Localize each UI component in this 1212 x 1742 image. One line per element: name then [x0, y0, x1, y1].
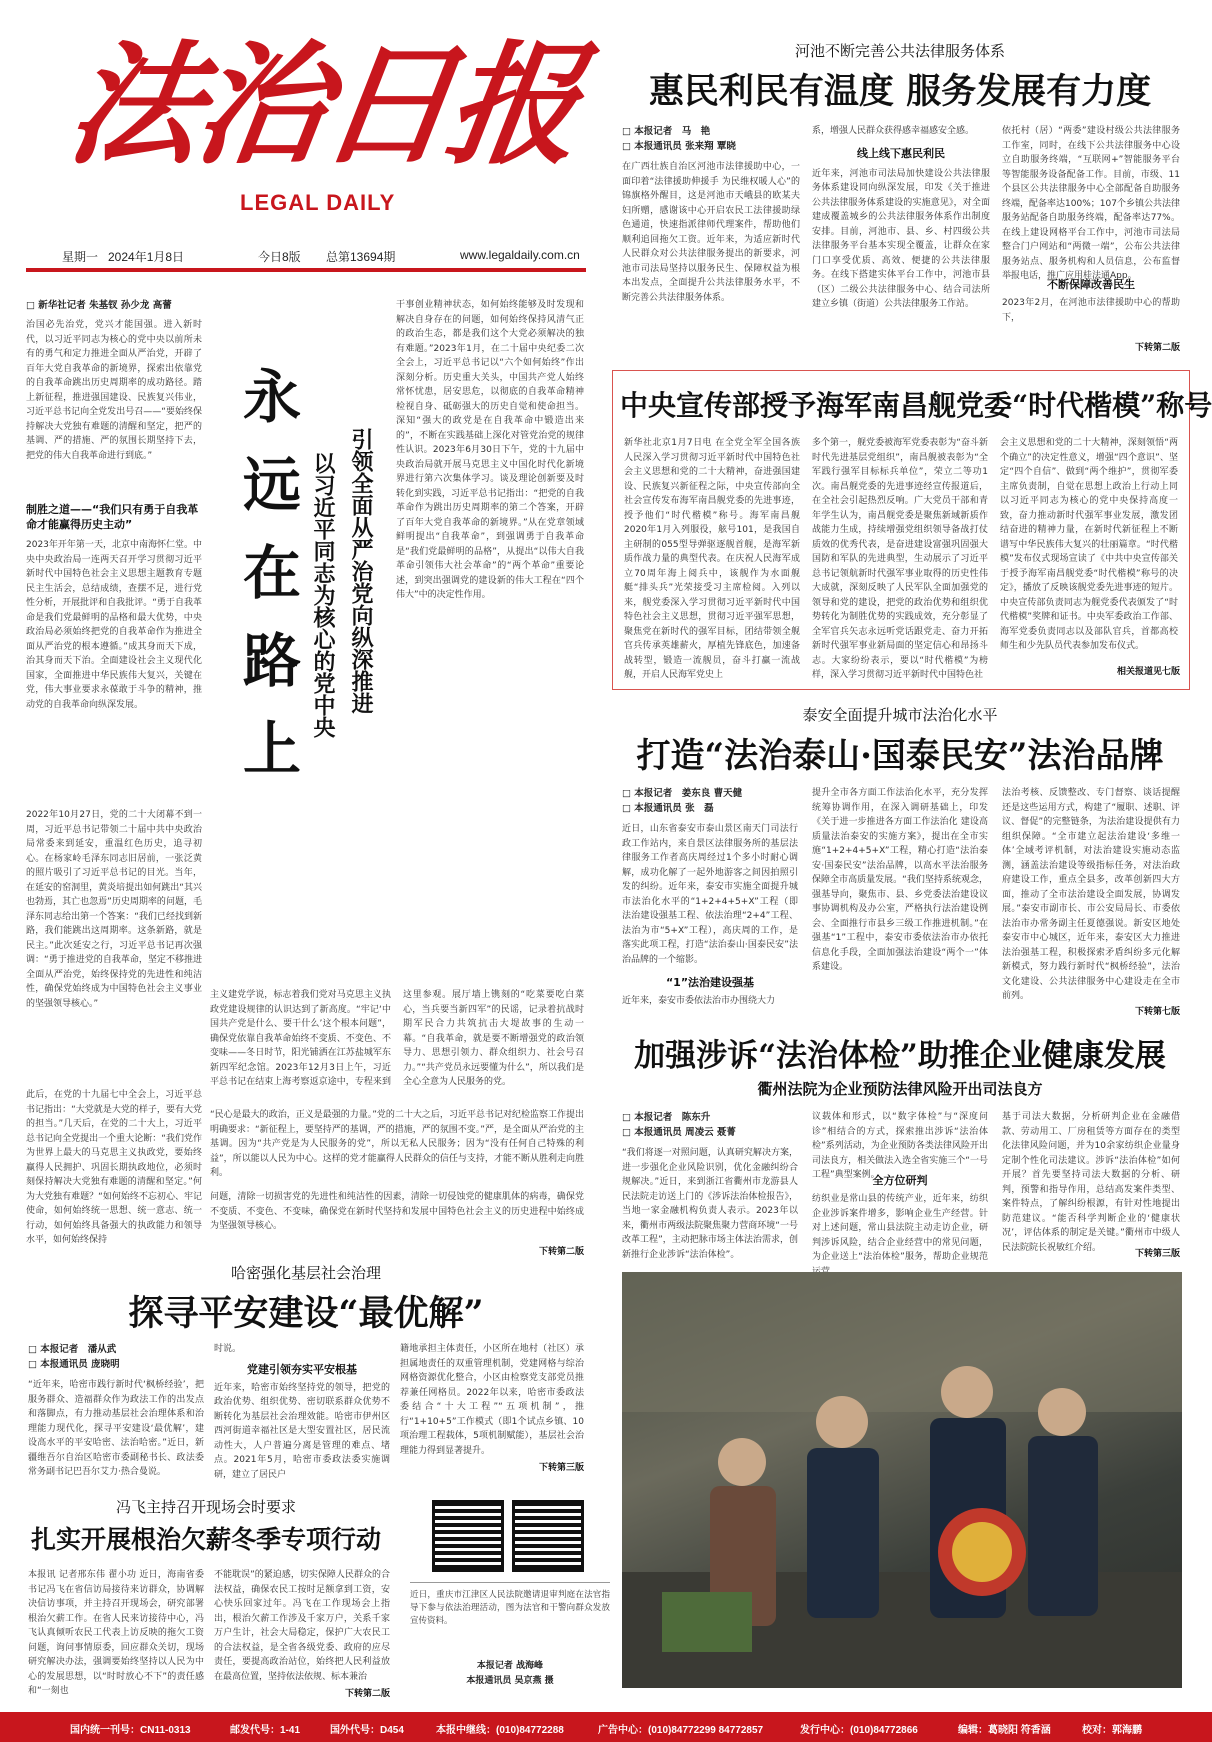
hechi-col2: 近年来，河池市司法局加快建设公共法律服务体系建设同向纵深发展，印发《关于推进公共法律服务体系建设的实施意见》，对全面建成覆盖城乡的公共法律服务体系作出制度安排。目前，河池市、县、乡、村四级公共法律服务平台基本实现全覆盖，让群众在家门口享受优质、高效、便捷的公共法律服务。在线下搭建实体平台工作中，河池市县（区）二级公共法律服务中心、结合司法所建立乡镇（街道）公共法律服务工作站。: [812, 168, 990, 309]
taian-col1-end: 近年来，泰安市委依法治市办围绕大力: [622, 996, 776, 1006]
footer-hotline: 本报中继线：(010)84772288: [436, 1725, 564, 1736]
main-col1-b: 2023年开年第一天，北京中南海怀仁堂。中央中央政治局一连两天召开学习贯彻习近平新时代中国特色社会主义思想主题教育专题民主生活会，总结成绩，查摆不足，进行党性分析，开展批评和自我批评。“勇于自我革命是我们党最鲜明的品格和最大优势，中央政治局必须始终把党的自我革命作为推进全面从严治党的根本遵循。”成其身而天下成，治其身而天下治。全面建设社会主义现代化国家，全面推进中华民族伟大复兴，关键在党，伟大事业要求永葆敢于斗争的精神，推动党的自我革命向纵深发展。: [26, 540, 202, 710]
qr-code-icon[interactable]: [432, 1500, 504, 1572]
footer-proof: 校对：郭海鹏: [1082, 1725, 1142, 1736]
logo-text: 法治日报: [59, 28, 585, 183]
photo-illustration: [622, 1272, 1182, 1688]
quzhou-col1: “我们将逐一对照问题，认真研究解决方案，进一步强化企业风险识别，优化金融纠纷合规解决。”近日，来到浙江省衢州市龙游县人民法院走访送上门的《涉诉法治体检报告》，当地一家金融机构负责人表示。2023年以来，衢州市两级法院聚焦聚力营商环境“一号改革工程”，主动把脉市场主体法治需求，创新推行企业涉诉“法治体检”。: [622, 1148, 798, 1260]
navy-col1: 新华社北京1月7日电 在全党全军全国各族人民深入学习贯彻习近平新时代中国特色社会主义思想和党的二十大精神，奋进强国建设、民族复兴新征程之际，中央宣传部向全社会宣传发布海军南昌舰党委的先进事迹，授予他们“时代楷模”称号。海军南昌舰2020年1月入列服役，舷号101，是我国自主研制的055型导弹驱逐舰首舰，是海军新质作战力量的典型代表。在庆祝人民海军成立70周年海上阅兵中，该舰作为水面舰艇“排头兵”光荣接受习主席检阅。入列以来，舰党委深入学习贯彻习近平新时代中国特色社会主义思想，贯彻习近平强军思想，聚焦党在新时代的强军目标，团结带领全舰官兵传承英雄薪火，厚植先锋底色，加速备战转型，锻造一流舰员，奋斗打赢一流战舰，开启人民海军党史上: [624, 438, 800, 680]
hechi-subhead-2: 不断保障改善民生: [1047, 278, 1135, 291]
weekday: 星期一: [62, 250, 99, 264]
main-jump[interactable]: 下转第二版: [538, 1247, 584, 1257]
footer-foreign: 国外代号：D454: [330, 1725, 404, 1736]
feng-col1: 本报讯 记者邢东伟 翟小功 近日，海南省委书记冯飞在省信访局接待来访群众，协调解决信访事项，并主持召开现场会，研究部署根治欠薪工作。在省人民来访接待中心，冯飞认真倾听农民工代表上访反映的拖欠工资问题，询问事情原委，回应群众关切，现场研究解决办法，强调要始终坚持以人民为中心的发展思想，以“时时放心不下”的责任感和“一刻也: [28, 1570, 204, 1696]
taian-subhead: “1”法治建设强基: [665, 976, 755, 989]
hami-col2-b: 近年来，哈密市始终坚持党的领导，把党的政治优势、组织优势、密切联系群众优势不断转化为基层社会治理效能。哈密市伊州区西河街道幸福社区是大型安置社区，居民流动性大，人户普遍分离是管理的难点、堵点。2021年5月，哈密市委政法委实施调研，建立了居民户: [214, 1382, 390, 1480]
hami-byline: □ 本报记者 潘从武 □ 本报通讯员 庞晓明: [28, 1344, 120, 1370]
main-col1-end: 此后，在党的十九届七中全会上，习近平总书记指出：“大党就是大党的样子，要有大党的担当。”几天后，在党的二十大上，习近平总书记向全党提出一个重大论断：“我们党作为世界上最大的马克思主义执政党，要始终赢得人民拥护、巩固长期执政地位，必须时刻保持解决大党独有难题的清醒和坚定。”何为大党独有难题？“如何始终不忘初心、牢记使命，如何始终统一思想、统一意志、统一行动，如何始终具备强大的执政能力和领导水平，如何始终保持: [26, 1090, 202, 1245]
taian-byline: □ 本报记者 姜东良 曹天健 □ 本报通讯员 张 磊: [622, 788, 743, 814]
main-col2: 干事创业精神状态，如何始终能够及时发现和解决自身存在的问题，如何始终保持风清气正的政治生态，都是我们这个大党必须解决的独有难题。”2023年1月，在二十届中央纪委二次全会上，习近平总书记以“六个如何始终”作出深刻分析。历史重大关头，中国共产党人始终常怀忧患，居安思危，以彻底的自我革命精神检视自身、砥砺强大的历史自觉和使命担当。深知“强大的政党是在自我革命中锻造出来的”，不断在实践基础上深化对管党治党的规律性认识。2023年6月30日下午，党的十九届中央政治局就开展马克思主义中国化时代化新境界进行第六次集体学习。谈及理论创新要及时转化到实践，习近平总书记指出：“把党的自我革命作为跳出历史周期率的第二个答案，开辟了百年大党自我革命的新境界。”从在党章领域鲜明提出“自我革命”，到强调勇于自我革命是“我们党最鲜明的品格”，从提出“以伟大自我革命引领伟大社会革命”的“两个革命”重要论述，到突出强调党的建设新的伟大工程在“四个伟大”中的决定性作用。: [396, 300, 584, 600]
main-col2-c: 主义建党学说，标志着我们党对马克思主义执政党建设规律的认识达到了新高度。“牢记‘中国共产党是什么、要干什么’这个根本问题”，确保党依靠自我革命始终不变质、不变色、不变味——冬日时节，阳光铺洒在江苏盐城军东新四军纪念馆。2023年12月3日上午，习近平总书记在结束上海考察返京途中，专程来到这里参观。展厅墙上镌刻的“吃菜要吃白菜心，当兵要当新四军”的民谣，记录着抗战时期军民合力共筑抗击大堤故事的生动一幕。“自我革命，就是要不断增强党的政治领导力、思想引领力、群众组织力、社会号召力。”“共产党员永远要懂为什么”，所以我们是全心全意为人民服务的党。: [210, 990, 584, 1087]
hami-col2: 时说。: [214, 1344, 242, 1354]
quzhou-col2-wrap: [812, 1110, 988, 1260]
taian-col1: 近日，山东省泰安市泰山景区南天门司法行政工作站内，来自景区法律服务所的基层法律服务工作者高庆周经过1个多小时耐心调解，成功化解了一起外地游客之间因拍照引发的纠纷。近年来，泰安市实施全面提升城市法治化水平的“1+2+4+5+X”工程（即法治建设强基工程、依法治理“2+4”工程、法治为市“5+X”工程），高庆周的工作，是落实此项工程，打造“法治泰山·国泰民安”法治品牌的一个缩影。: [622, 824, 798, 965]
logo-english: LEGAL DAILY: [240, 190, 396, 215]
main-subhead-1: 制胜之道——“我们只有勇于自我革命才能赢得历史主动”: [26, 503, 199, 531]
taian-jump[interactable]: 下转第七版: [1134, 1007, 1180, 1017]
footer-ads: 广告中心：(010)84772299 84772857: [598, 1725, 764, 1736]
main-col2-end: 问题，清除一切损害党的先进性和纯洁性的因素，清除一切侵蚀党的健康肌体的病毒，确保党不变质、不变色、不变味，确保党在新时代坚持和发展中国特色社会主义的历史进程中始终成为坚强领导核心。: [210, 1192, 584, 1231]
taian-kicker: 泰安全面提升城市法治化水平: [802, 706, 998, 724]
qr-code-icon[interactable]: [512, 1500, 584, 1572]
main-col1-c: 2022年10月27日，党的二十大闭幕不到一周，习近平总书记带领二十届中共中央政治局常委来到延安，重温红色历史，追寻初心。在杨家岭毛泽东同志旧居前，一张泛黄的照片吸引了习近平总书记的目光。当年，在延安的窑洞里，黄炎培提出如何跳出“其兴也勃焉，其亡也忽焉”历史周期率的问题，毛泽东同志给出第一个答案：“我们已经找到新路，我们能跳出这周期率。这条新路，就是民主。”此次延安之行，习近平总书记再次强调：“勇于推进党的自我革命，坚定不移推进全面从严治党，始终保持党的先进性和纯洁性，确保党始终成为中国特色社会主义事业的坚强领导核心。”: [26, 810, 202, 1009]
taian-headline[interactable]: 打造“法治泰山·国泰民安”法治品牌: [636, 736, 1164, 776]
taian-col2: 提升全市各方面工作法治化水平，充分发挥统筹协调作用，在深入调研基础上，印发《关于进一步推进各方面工作法治化 建设高质量法治泰安的实施方案》，提出在全市实施“1+2+4+5+X”工程，精心打造“法治泰安·国泰民安”法治品牌，以高水平法治服务保障全市高质量发展。“我们坚持系统观念，强基导向，聚焦市、县、乡党委法治建设议事协调机构及办公室，严格执行法治建设例会、全面推行市县乡三级工作推进机制。”在强基“1”工程中，泰安市委依法治市办依托信息化手段，全面加强法治建设“两个一”体系建设。: [812, 788, 988, 972]
taian-col1-wrap: [622, 822, 798, 1018]
hechi-col3-end: 2023年2月，在河池市法律援助中心的帮助下，: [1002, 298, 1180, 323]
issue-number: 总第13694期: [326, 250, 396, 264]
hechi-col2-wrap: [812, 124, 990, 352]
footer-bar: [0, 1712, 1212, 1742]
navy-col2: 多个第一，舰党委被海军党委表彰为“奋斗新时代先进基层党组织”，南昌舰被表彰为“全军践行强军目标标兵单位”，荣立二等功1次。南昌舰党委的先进事迹经宣传报道后，在全社会引起热烈反响。广大党员干部和青年学生认为，南昌舰党委是聚焦新域新质作战能力生成，持续增强党组织领导备战打仗质效的优秀代表，是奋进建设富强巩固强大国防和军队的先进典型，生动展示了习近平总书记领航新时代强军事业取得的历史性伟大成就，深刻反映了人民军队全面加强党的领导和党的建设，把党的政治优势和组织优势转化为制胜优势的实践成效，充分彰显了全军官兵矢志永远听党话跟党走、奋力开拓新时代强军事业新局面的坚定信心和昂扬斗志。大家纷纷表示，要以“时代楷模”为榜样，深入学习贯彻习近平新时代中国特色社: [812, 438, 988, 680]
hami-headline[interactable]: 探寻平安建设“最优解”: [128, 1293, 484, 1334]
hami-col2-wrap: [214, 1342, 390, 1478]
quzhou-col2-b: 纺织业是常山县的传统产业，近年来，纺织企业涉诉案件增多，影响企业生产经营。针对上述问题，常山县法院主动走访企业，研判涉诉风险，结合企业经营中的常见问题，为企业送上“法治体检”服务，帮助企业规范: [812, 1194, 988, 1262]
main-subtitle-2: 以习近平同志为核心的党中央: [310, 452, 336, 738]
main-col1-wrap: [26, 318, 202, 1258]
masthead-logo: [59, 28, 590, 220]
feng-kicker: 冯飞主持召开现场会时要求: [115, 1498, 296, 1516]
hechi-headline[interactable]: 惠民利民有温度 服务发展有力度: [648, 71, 1152, 112]
news-photo: [622, 1272, 1182, 1688]
feng-headline[interactable]: 扎实开展根治欠薪冬季专项行动: [30, 1525, 381, 1554]
navy-headline[interactable]: 中央宣传部授予海军南昌舰党委“时代楷模”称号: [620, 389, 1212, 422]
hechi-subhead-1: 线上线下惠民利民: [857, 146, 945, 160]
quzhou-jump[interactable]: 下转第三版: [1134, 1249, 1180, 1259]
masthead-info-bar: [26, 238, 586, 272]
caption-text: 近日，重庆市江津区人民法院邀请退审判庭在法官指导下参与依法治理活动，图为法官和干警向群众发放宣传资料。: [410, 1590, 610, 1626]
footer-postal: 邮发代号：1-41: [230, 1725, 301, 1736]
quzhou-col2-subhead: 全方位研判: [872, 1174, 928, 1187]
main-col1: 治国必先治党，党兴才能国强。进入新时代，以习近平同志为核心的党中央以前所未有的勇气和定力推进全面从严治党，开辟了百年大党自我革命的新境界，探索出依靠党的自我革命跳出历史周期率的成功路径。踏上新征程，推进强国建设、民族复兴伟业，习近平总书记向全党发出号召——“要始终保持解决大党独有难题的清醒和坚定，把严的基调、严的措施、严的氛围长期坚持下去，把党的伟大自我革命进行到底。”: [26, 320, 202, 461]
feng-jump[interactable]: 下转第二版: [344, 1689, 390, 1699]
hechi-col3-wrap: [1002, 124, 1180, 340]
quzhou-byline: □ 本报记者 陈东升 □ 本报通讯员 周凌云 聂菁: [622, 1112, 736, 1138]
footer-editors: 编辑：葛晓阳 符香涵: [958, 1725, 1051, 1736]
quzhou-headline[interactable]: 加强涉诉“法治体检”助推企业健康发展: [634, 1038, 1166, 1074]
hechi-kicker: 河池不断完善公共法律服务体系: [794, 42, 1005, 60]
hami-col3: 籍地承担主体责任，小区所在地村（社区）承担属地责任的双重管理机制，党建网格与综治网格资源优化整合，小区由检察党支部党员推荐兼任网格员。2022年以来，哈密市委政法委结合“十大工程”“五项机制”，推行“1+10+5”工作模式（即1个试点乡镇、10项治理工程载体，5项机制赋能），基层社会治理能力得到显著提升。: [400, 1344, 584, 1456]
main-col2-d: “民心是最大的政治，正义是最强的力量。”党的二十大之后，习近平总书记对纪检监察工作提出明确要求：“新征程上，要坚持严的基调，严的措施，严的氛围不变。”严，是全面从严治党的主基调。因为“共产党是为人民服务的党”，所以无私人民服务；因为“没有任何自己特殊的利益”，所以能以人民为中心。这样的党才能赢得人民群众的信任与支持，才能不断从胜利走向胜利。: [210, 1110, 584, 1178]
quzhou-col2: 议载体和形式，以“数字体检”与“深度问诊”相结合的方式，探索推出涉诉“法治体检”系列活动，为企业预防各类法律风险开出司法良方，相关做法入选全省实施三个“一号工程”典型案例。: [812, 1112, 988, 1180]
main-headline[interactable]: 永远在路上: [233, 366, 301, 806]
hechi-col3: 依托村（居）“两委”建设村级公共法律服务工作室，同时，在线下公共法律服务中心设立自助服务终端，“互联网+”智能服务平台等智能服务设备配备工作。目前，市级、11个县区公共法律服务中心全部配备自助服务终端，配备率达100%；107个乡镇公共法律服务站配备自助服务终端，配备率达77%。在线上建设网格平台工作中，河池市司法局整合门户网站和“两微一端”，公布公共法律服务站点、服务机构和人员信息，公布监督举报电话，推广应用桂法通App。: [1002, 126, 1180, 281]
hechi-col1: 在广西壮族自治区河池市法律援助中心，一面印着“法律援助伸援手 为民维权暖人心”的锦旗格外醒目，这是河池市天峨县的欧某夫妇所赠，感谢该中心开启农民工法律援助绿色通道，快速指派律师代理案件，帮助他们顺利追回拖欠工资。近年来，为适应新时代人民群众对公共法律服务提出的新要求，河池市司法局坚持以服务民生、保障权益为根本出发点，全面提升公共法律服务水平，不断完善公共法律服务体系。: [622, 162, 800, 303]
navy-jump[interactable]: 相关报道见七版: [1116, 667, 1180, 677]
quzhou-subhead: 衢州法院为企业预防法律风险开出司法良方: [757, 1080, 1043, 1098]
hami-col1: “近年来，哈密市践行新时代‘枫桥经验’，把服务群众、造福群众作为政法工作的出发点和落脚点，有力推动基层社会治理体系和治理能力现代化，探寻平安建设‘最优解’，建设高水平的平安哈密、法治哈密。”近日，新疆维吾尔自治区哈密市委副秘书长、政法委常务副书记巴吾尔艾力·热合曼说。: [28, 1380, 204, 1477]
page-count: 今日8版: [258, 250, 301, 264]
quzhou-col3: 基于司法大数据，分析研判企业在金融借款、劳动用工、厂房租赁等方面存在的类型化法律风险问题，并为10余家纺织企业量身定制个性化司法建议。涉诉“法治体检”如何开展？首先要坚持司法大数据的分析、研判，预警和指导作用，总结高发案件类型、案件特点，了解纠纷根源，有针对性地提出防范建议。“能否科学判断企业的‘健康状况’，评估体系的制定是关键。”衢州市中级人民法院院长祝敏红介绍。: [1002, 1112, 1180, 1253]
hechi-byline: □ 本报记者 马 艳 □ 本报通讯员 张来翔 覃晓: [622, 126, 736, 152]
footer-cn: 国内统一刊号：CN11-0313: [70, 1725, 191, 1736]
caption-credit: 本报记者 战海峰 本报通讯员 吴京燕 摄: [466, 1661, 554, 1686]
photo-caption: [410, 1582, 610, 1698]
hami-subhead: 党建引领夯实平安根基: [247, 1362, 357, 1376]
date: 2024年1月8日: [108, 250, 185, 264]
hechi-col2-top: 系，增强人民群众获得感幸福感安全感。: [812, 126, 975, 136]
main-subtitle-1: 引领全面从严治党向纵深推进: [348, 428, 374, 714]
taian-col3: 法治考核、反馈整改、专门督察、谈话提醒还是这些运用方式，构建了“履职、述职、评议、督促”的完整链条，为法治建设提供有力组织保障。“全市建立起法治建设‘多维一体’全域考评机制，对法治建设实施动态监测，涵盖法治建设等级指标任务，对法治政府建设工作，重点全县多，改革创新四大方面，推动了全市法治建设全面发展，协调发展。”泰安市副市长、市公安局局长、市委依法治市办常务副主任夏德强说。新安区地处泰安市中心城区，近年来，泰安区大力推进法治强基工程，积极探索矛盾纠纷多元化解新模式，努力践行新时代“枫桥经验”，法治文化建设、公共法律服务中心建设走在全市前列。: [1002, 788, 1180, 1001]
website[interactable]: www.legaldaily.com.cn: [460, 248, 580, 262]
hami-jump[interactable]: 下转第三版: [538, 1463, 584, 1473]
hami-kicker: 哈密强化基层社会治理: [230, 1264, 381, 1282]
hechi-jump[interactable]: 下转第二版: [1134, 343, 1180, 353]
footer-dist: 发行中心：(010)84772866: [800, 1725, 918, 1736]
navy-col3: 会主义思想和党的二十大精神，深刻领悟“两个确立”的决定性意义，增强“四个意识”、坚定“四个自信”、做到“两个维护”，贯彻军委主席负责制，自觉在思想上政治上行动上同以习近平同志为核心的党中央保持高度一致，奋力推动新时代强军事业发展，激发团结奋进的精神力量，在新时代新征程上不断谱写中华民族伟大复兴的壮丽篇章。“时代楷模”发布仪式现场宣读了《中共中央宣传部关于授予海军南昌舰党委“时代楷模”称号的决定》，播放了反映该舰党委先进事迹的短片。中央宣传部负责同志为舰党委代表颁发了“时代楷模”奖牌和证书。中央军委政治工作部、海军党委负责同志以及部队官兵，首都高校师生和少先队员代表参加发布仪式。: [1000, 438, 1178, 651]
feng-col2: 不能耽误”的紧迫感，切实保障人民群众的合法权益，确保农民工按时足额拿到工资，安心快乐回家过年。冯飞在工作现场会上指出，根治欠薪工作涉及千家万户，关系千家万户生计，社会大局稳定，保护广大农民工的合法权益，是全省各级党委、政府的应尽责任，要提高政治站位，始终把人民利益放在最高位置，坚持依法依规、标本兼治: [214, 1570, 390, 1682]
main-byline: □ 新华社记者 朱基钗 孙少龙 高蕾: [26, 300, 172, 311]
